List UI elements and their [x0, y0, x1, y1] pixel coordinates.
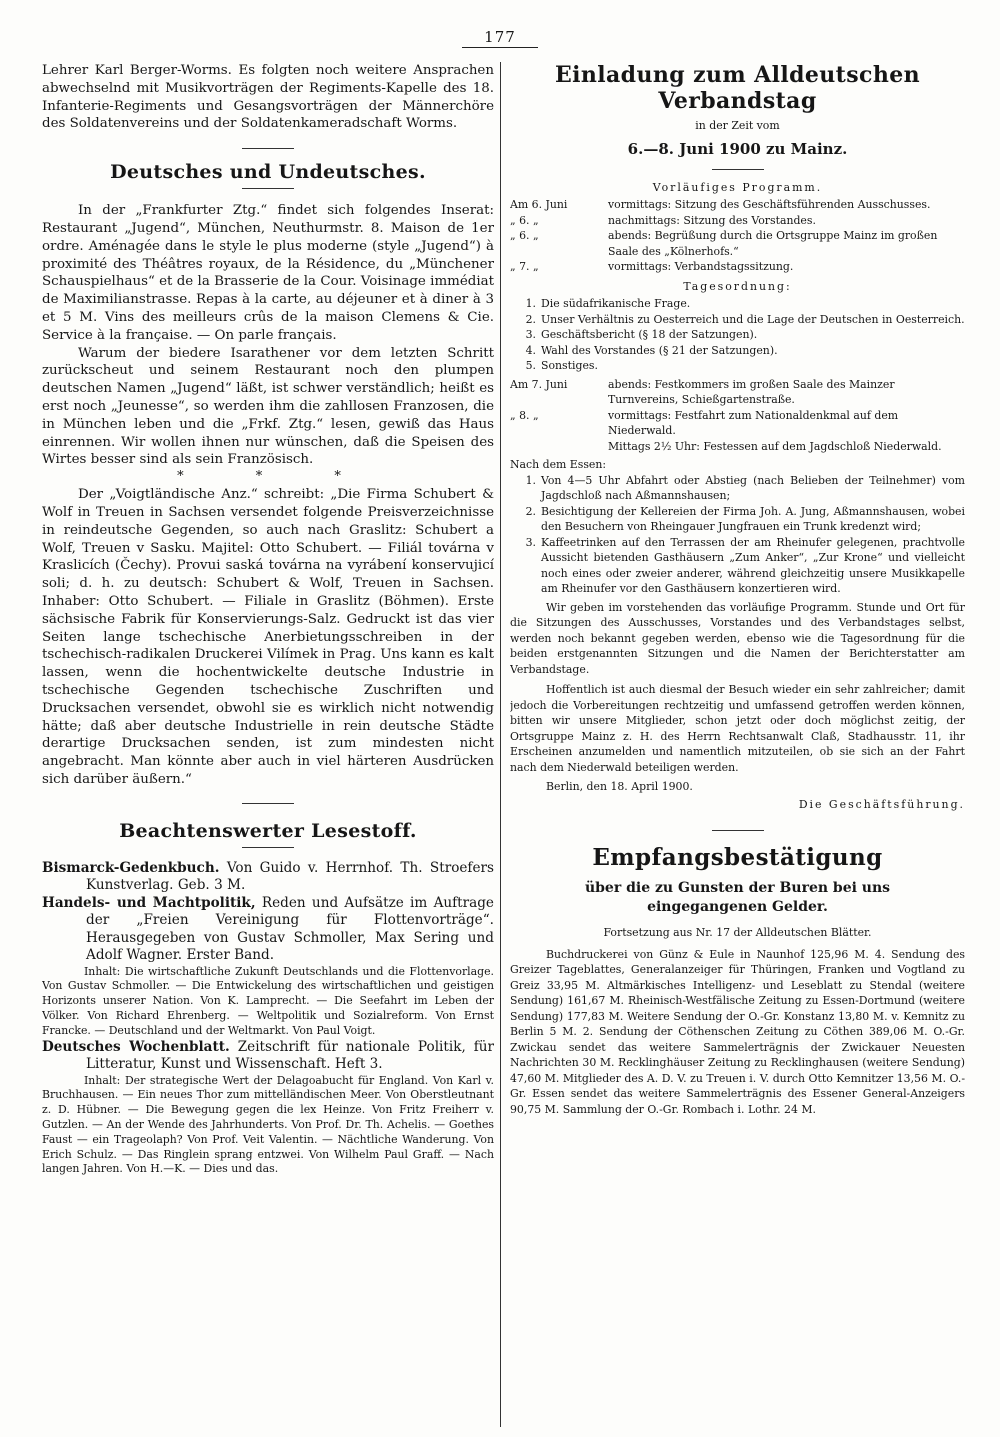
signature: Die Geschäftsführung. — [798, 797, 965, 811]
schedule-row — [510, 259, 965, 275]
schedule-what: vormittags: Sitzung des Geschäftsführenden Ausschusses. — [608, 198, 931, 211]
voigtlaendischer-paragraph: Der „Voigtländische Anz.“ schreibt: „Die Firma Schubert & Wolf in Treuen in Sachsen versendet folgende Preisverzeichnisse in reindeutsche Gegenden, so auch nach Graslitz: Schubert a Wolf, Treuen v Sasku. Majitel: Otto Schubert. — Filiál továrna v Kraslicích (Čechy). Provui saská továrna na vyrábení konservujicí soli; d. h. zu deutsch: Schubert & Wolf, Treuen in Sachsen. Inhaber: Otto Schubert. — Filiale in Graslitz (Böhmen). Erste sächsische Fabrik für Konservierungs-Salz. Gedruckt ist das vier Seiten lange tschechische Anerbietungsschreiben in der tschechisch-radikalen Druckerei Vilímek in Prag. Uns kann es kalt lassen, wenn die hochentwickelte deutsche Industrie in tschechische Gegenden tschechische Zuschriften und Drucksachen versendet, obwohl sie es wirklich nicht notwendig hätte; daß aber deutsche Industrielle in rein deutsche Städte derartige Drucksachen senden, ist zum mindesten nicht angebracht. Man könnte aber auch in viel härteren Ausdrücken sich darüber äußern.“ — [42, 487, 494, 787]
receipt-body: Buchdruckerei von Günz & Eule in Naunhof 125,96 M. 4. Sendung des Greizer Tageblattes, Generalanzeiger für Thüringen, Franken und Vogtland zu Greiz 33,95 M. Altmärkisches Intelligenz- und Leseblatt zu Stendal (weitere Sendung) 161,67 M. Rheinisch-Westfälische Zeitung zu Essen-Dortmund (weitere Sendung) 177,83 M. Weitere Sendung der O.-Gr. Konstanz 13,80 M. v. Kemnitz zu Berlin 5 M. 2. Sendung der Cöthenschen Zeitung zu Cöthen 389,06 M. O.-Gr. Zwickau sendet das weitere Sammelerträgnis der Zwickauer Neuesten Nachrichten 30 M. Recklinghäuser Zeitung zu Recklinghausen (weitere Sendung) 47,60 M. Mitglieder des A. D. V. zu Treuen i. V. durch Otto Kemnitzer 13,56 M. O.-Gr. Essen sendet das weitere Sammelerträgnis des Essener General-Anzeigers 90,75 M. Sammlung der O.-Gr. Rombach i. Lothr. 24 M. — [510, 947, 965, 1116]
receipt-note: Fortsetzung aus Nr. 17 der Alldeutschen Blätter. — [603, 926, 872, 939]
after-meal-item — [510, 473, 965, 504]
reading-item-title: Deutsches Wochenblatt. — [42, 1038, 230, 1055]
schedule-row — [510, 197, 965, 213]
schedule-row — [510, 408, 965, 439]
invitation-date: 6.—8. Juni 1900 zu Mainz. — [627, 139, 848, 158]
agenda-item — [510, 343, 965, 359]
agenda-number: 2. — [525, 312, 536, 326]
agenda-heading: Tagesordnung: — [683, 279, 792, 293]
after-meal-text: Von 4—5 Uhr Abfahrt oder Abstieg (nach Belieben der Teilnehmer) vom Jagdschloß nach Aßmannshausen; — [541, 473, 965, 502]
schedule-what: abends: Begrüßung durch die Ortsgruppe Mainz im großen Saale des „Kölnerhofs.“ — [608, 229, 938, 258]
program-heading: Vorläufiges Programm. — [652, 180, 823, 194]
invitation-title: Einladung zum Alldeutschen Verbandstag — [554, 62, 921, 114]
attendance-request-paragraph: Hoffentlich ist auch diesmal der Besuch wieder ein sehr zahlreicher; damit jedoch die Vorbereitungen rechtzeitig und umfassend getroffen werden können, bitten wir unsere Mitglieder, schon jetzt oder doch möglichst zeitig, der Ortsgruppe Mainz z. H. des Herrn Rechtsanwalt Claß, Stadhausstr. 11, ihr Erscheinen anzumelden und namentlich mitzuteilen, ob sie sich an der Fahrt nach dem Niederwald beteiligen werden. — [510, 683, 965, 774]
program-note-paragraph: Wir geben im vorstehenden das vorläufige Programm. Stunde und Ort für die Sitzungen des Ausschusses, Vorstandes und des Verbandstages selbst, werden noch bekannt gegeben werden, ebenso wie die Tagesordnung für die beiden erstgenannten Sitzungen und die Namen der Berichterstatter am Verbandstage. — [510, 600, 965, 676]
schedule-what: vormittags: Verbandstagssitzung. — [608, 260, 794, 273]
after-meal-item — [510, 535, 965, 597]
agenda-number: 1. — [525, 297, 536, 310]
schedule-row — [510, 439, 965, 455]
schedule-when — [510, 439, 608, 455]
schedule-what: Mittags 2½ Uhr: Festessen auf dem Jagdschloß Niederwald. — [608, 439, 942, 453]
receipt-title: Empfangsbestätigung — [592, 844, 883, 871]
after-meal-text: Besichtigung der Kellereien der Firma Joh. A. Jung, Aßmannshausen, wobei den Besuchern von Rheingauer Jungfrauen ein Trunk kredenzt wird; — [541, 504, 965, 533]
reading-item-contents: Inhalt: Die wirtschaftliche Zukunft Deutschlands und die Flottenvorlage. Von Gustav Schmoller. — Die Entwickelung des wirtschaftlichen und geistigen Horizonts unserer Nation. Von K. Lamprecht. — Die Seefahrt im Leben der Völker. Von Richard Ehrenberg. — Weltpolitik und Sozialreform. Von Ernst Francke. — Deutschland und der Weltmarkt. Von Paul Voigt. — [42, 964, 494, 1037]
reading-item — [42, 860, 494, 895]
schedule-when: „ 7. „ — [510, 260, 539, 273]
after-meal-number: 1. — [525, 473, 536, 487]
left-column — [42, 62, 494, 1432]
dateline: Berlin, den 18. April 1900. — [546, 780, 693, 793]
reading-item-title: Handels- und Machtpolitik, — [42, 894, 256, 911]
receipt-subtitle: über die zu Gunsten der Buren bei uns eingegangenen Gelder. — [584, 880, 891, 915]
agenda-number: 4. — [525, 343, 536, 357]
agenda-number: 3. — [525, 328, 536, 341]
reading-item — [42, 1039, 494, 1074]
commentary-paragraph: Warum der biedere Isarathener vor dem letzten Schritt zurückscheut und seinem Restaurant noch den plumpen deutschen Namen „Jugend“ läßt, ist schwer verständlich; heißt es erst noch „Jeunesse“, so werden ihm die zahllosen Franzosen, die in München leben und die „Frkf. Ztg.“ lesen, gewiß das Haus einrennen. Wir wollen ihnen nur wünschen, daß die Speisen des Wirtes besser sind als sein Französisch. — [42, 345, 494, 468]
reading-item-title: Bismarck-Gedenkbuch. — [42, 859, 220, 876]
schedule-when: Am 6. Juni — [510, 198, 568, 211]
schedule-what: nachmittags: Sitzung des Vorstandes. — [608, 213, 816, 227]
agenda-text: Die südafrikanische Frage. — [541, 297, 691, 310]
schedule-when: Am 7. Juni — [510, 377, 568, 391]
reading-item-text: Zeitschrift für nationale Politik, für Litteratur, Kunst und Wissenschaft. Heft 3. — [86, 1038, 494, 1073]
column-divider — [500, 62, 501, 1427]
schedule-row — [510, 213, 965, 229]
agenda-number: 5. — [525, 359, 536, 372]
agenda-text: Geschäftsbericht (§ 18 der Satzungen). — [541, 328, 758, 341]
reading-item-contents: Inhalt: Der strategische Wert der Delagoabucht für England. Von Karl v. Bruchhausen. — Ein neues Thor zum mittelländischen Meer. Von Oberstleutnant z. D. Hübner. — Die Bewegung gegen die lex Heinze. Von Fritz Freiherr v. Gutzlen. — An der Wende des Jahrhunderts. Von Prof. Dr. Th. Achelis. — Goethes Faust — ein Trageolaph? Von Prof. Veit Valentin. — Nächtliche Wanderung. Von Erich Schulz. — Das Ringlein sprang entzwei. Von Wilhelm Paul Graff. — Nach langen Jahren. Von H.—K. — Dies und das. — [42, 1073, 494, 1176]
schedule-when: „ 8. „ — [510, 408, 539, 422]
page-number-rule — [462, 47, 538, 48]
invitation-subtitle: in der Zeit vom — [695, 119, 780, 132]
inserat-paragraph: In der „Frankfurter Ztg.“ findet sich folgendes Inserat: Restaurant „Jugend“, München, Neuthurmstr. 8. Maison de 1er ordre. Aménagée dans le style le plus moderne (style „Jugend“) à proximité des Théâtres royaux, de la Résidence, du „Münchener Schauspielhaus“ et de la Brasserie de la Cour. Voisinage immédiat de Maximilianstrasse. Repas à la carte, au déjeuner et à diner à 3 et 5 M. Vins des meilleurs crûs de la maison Clemens & Cie. Service à la française. — On parle français. — [42, 203, 494, 343]
page-number: 177 — [484, 28, 516, 46]
agenda-text: Wahl des Vorstandes (§ 21 der Satzungen). — [541, 343, 778, 357]
schedule-when: „ 6. „ — [510, 229, 539, 242]
agenda-item — [510, 312, 965, 328]
agenda-item — [510, 358, 965, 374]
after-meal-text: Kaffeetrinken auf den Terrassen der am Rheinufer gelegenen, prachtvolle Aussicht bietenden Gasthäusern „Zum Anker“, „Zur Krone“ und vielleicht noch eines oder zweier anderer, während gleichzeitig unsere Musikkapelle am Rheinufer vor den Gasthäusern konzertieren wird. — [541, 535, 965, 595]
agenda-text: Unser Verhältnis zu Oesterreich und die Lage der Deutschen in Oesterreich. — [541, 312, 965, 326]
reading-item-text: Reden und Aufsätze im Auftrage der „Freien Vereinigung für Flottenvorträge“. Herausgegeben von Gustav Schmoller, Max Sering und Adolf Wagner. Erster Band. — [86, 894, 494, 964]
after-meal-number: 3. — [525, 535, 536, 549]
agenda-item — [510, 327, 965, 343]
intro-paragraph: Lehrer Karl Berger-Worms. Es folgten noch weitere Ansprachen abwechselnd mit Musikvorträgen der Regiments-Kapelle des 18. Infanterie-Regiments und Gesangsvorträgen der Männerchöre des Soldatenvereins und der Soldatenkameradschaft Worms. — [42, 63, 494, 132]
asterisk-separator: * * * — [177, 469, 375, 485]
schedule-row — [510, 377, 965, 408]
section-title-lesestoff: Beachtenswerter Lesestoff. — [119, 819, 417, 842]
right-column — [510, 62, 965, 1432]
agenda-item — [510, 296, 965, 312]
after-meal-heading: Nach dem Essen: — [510, 458, 607, 471]
reading-item-text: Von Guido v. Herrnhof. Th. Stroefers Kunstverlag. Geb. 3 M. — [86, 859, 494, 894]
agenda-text: Sonstiges. — [541, 359, 598, 372]
schedule-row — [510, 228, 965, 259]
section-title-deutsches: Deutsches und Undeutsches. — [110, 161, 426, 184]
schedule-what: vormittags: Festfahrt zum Nationaldenkmal auf dem Niederwald. — [608, 408, 899, 437]
after-meal-number: 2. — [525, 504, 536, 518]
schedule-what: abends: Festkommers im großen Saale des Mainzer Turnvereins, Schießgartenstraße. — [608, 377, 895, 406]
reading-item — [42, 895, 494, 965]
schedule-when: „ 6. „ — [510, 213, 539, 227]
after-meal-item — [510, 504, 965, 535]
